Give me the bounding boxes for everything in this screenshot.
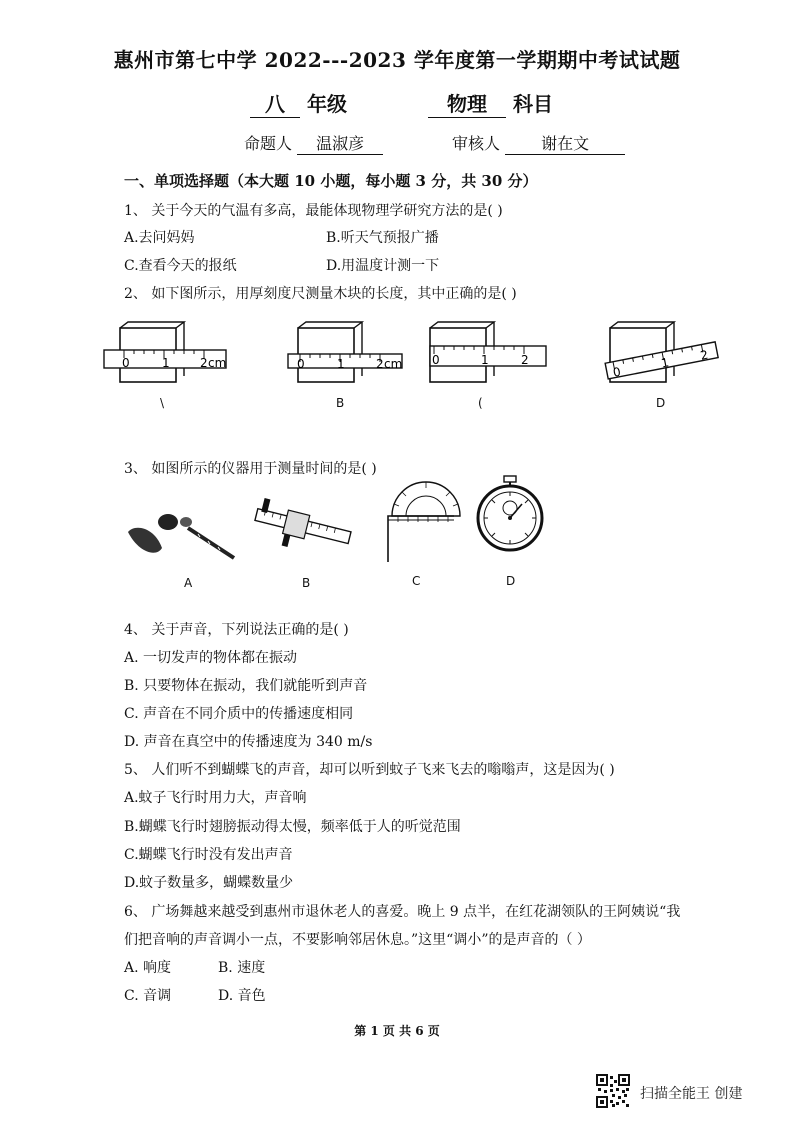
q3-label-d: D — [506, 574, 516, 588]
grade-label: 年级 — [306, 92, 347, 116]
page-number: 第 1 页 共 6 页 — [354, 1024, 440, 1038]
q4-option-b: B. 只要物体在振动，我们就能听到声音 — [124, 678, 368, 694]
q3-figure-a — [124, 508, 238, 568]
q5-option-a: A.蚊子飞行时用力大，声音响 — [124, 790, 307, 806]
reviewer-line — [452, 131, 625, 155]
author-label: 命题人 — [244, 134, 293, 153]
svg-text:0: 0 — [432, 353, 440, 367]
svg-text:0: 0 — [297, 357, 305, 371]
svg-text:2: 2 — [699, 347, 710, 363]
exam-title: 惠州市第七中学 2022---2023 学年度第一学期期中考试试题 — [113, 48, 681, 72]
q1-option-b: B.听天气预报广播 — [326, 230, 439, 246]
q2-label-b: B — [336, 396, 345, 410]
q6-stem-line1: 6、 广场舞越来越受到惠州市退休老人的喜爱。晚上 9 点半，在红花湖领队的王阿姨说“我 — [124, 904, 681, 920]
subject-line — [428, 88, 553, 118]
svg-text:1: 1 — [659, 355, 671, 371]
q1-stem: 1、 关于今天的气温有多高，最能体现物理学研究方法的是( ) — [124, 203, 503, 219]
q5-option-c: C.蝴蝶飞行时没有发出声音 — [124, 847, 293, 863]
q4-stem: 4、 关于声音，下列说法正确的是( ) — [124, 622, 349, 638]
q2-label-a: \ — [160, 396, 165, 410]
q1-option-d: D.用温度计测一下 — [326, 258, 440, 274]
q1-option-c: C.查看今天的报纸 — [124, 258, 237, 274]
svg-text:1: 1 — [337, 357, 345, 371]
q3-label-a: A — [184, 576, 193, 590]
subject-label: 科目 — [512, 92, 553, 116]
q2-label-d: D — [656, 396, 666, 410]
svg-text:2: 2 — [376, 357, 384, 371]
q3-figure-b — [252, 500, 352, 560]
q6-option-b: B. 速度 — [218, 960, 266, 976]
ruler-unit: cm — [208, 356, 227, 370]
ruler-mark-1: 1 — [162, 356, 170, 370]
reviewer-label: 审核人 — [452, 134, 501, 153]
q2-figure-c — [424, 322, 554, 388]
q4-option-a: A. 一切发声的物体都在振动 — [124, 650, 298, 666]
q2-figure-a — [104, 322, 234, 388]
q4-option-c: C. 声音在不同介质中的传播速度相同 — [124, 706, 354, 722]
q3-label-b: B — [302, 576, 311, 590]
q5-option-d: D.蚊子数量多，蝴蝶数量少 — [124, 875, 294, 891]
scanner-watermark: 扫描全能王 创建 — [640, 1086, 743, 1102]
q6-stem-line2: 们把音响的声音调小一点，不要影响邻居休息。”这里“调小”的是声音的（ ） — [124, 932, 591, 948]
svg-text:1: 1 — [481, 353, 489, 367]
reviewer-name: 谢在文 — [505, 131, 625, 155]
q5-stem: 5、 人们听不到蝴蝶飞的声音，却可以听到蚊子飞来飞去的嗡嗡声，这是因为( ) — [124, 762, 615, 778]
section-heading: 一、单项选择题（本大题 10 小题，每小题 3 分，共 30 分） — [124, 172, 538, 190]
q3-figure-d — [472, 474, 548, 554]
svg-text:2: 2 — [521, 353, 529, 367]
q6-option-c: C. 音调 — [124, 988, 172, 1004]
q2-figure-d — [604, 322, 724, 388]
svg-text:cm: cm — [384, 357, 403, 371]
q2-figure-b — [282, 322, 412, 388]
subject-value: 物理 — [428, 88, 506, 118]
grade-value: 八 — [250, 88, 300, 118]
q6-option-d: D. 音色 — [218, 988, 266, 1004]
grade-line — [250, 88, 347, 118]
q4-option-d: D. 声音在真空中的传播速度为 340 m/s — [124, 734, 373, 750]
author-line — [244, 131, 383, 155]
ruler-mark-2: 2 — [200, 356, 208, 370]
q2-stem: 2、 如下图所示，用厚刻度尺测量木块的长度，其中正确的是( ) — [124, 286, 517, 302]
qr-code-icon — [596, 1074, 630, 1108]
q3-label-c: C — [412, 574, 421, 588]
q2-label-c: ( — [478, 396, 483, 410]
q6-option-a: A. 响度 — [124, 960, 172, 976]
q1-option-a: A.去问妈妈 — [124, 230, 195, 246]
ruler-mark-0: 0 — [122, 356, 130, 370]
author-name: 温淑彦 — [297, 131, 383, 155]
q3-stem: 3、 如图所示的仪器用于测量时间的是( ) — [124, 461, 377, 477]
q3-figure-c — [384, 478, 468, 564]
q5-option-b: B.蝴蝶飞行时翅膀振动得太慢，频率低于人的听觉范围 — [124, 819, 461, 835]
svg-text:0: 0 — [611, 364, 622, 380]
